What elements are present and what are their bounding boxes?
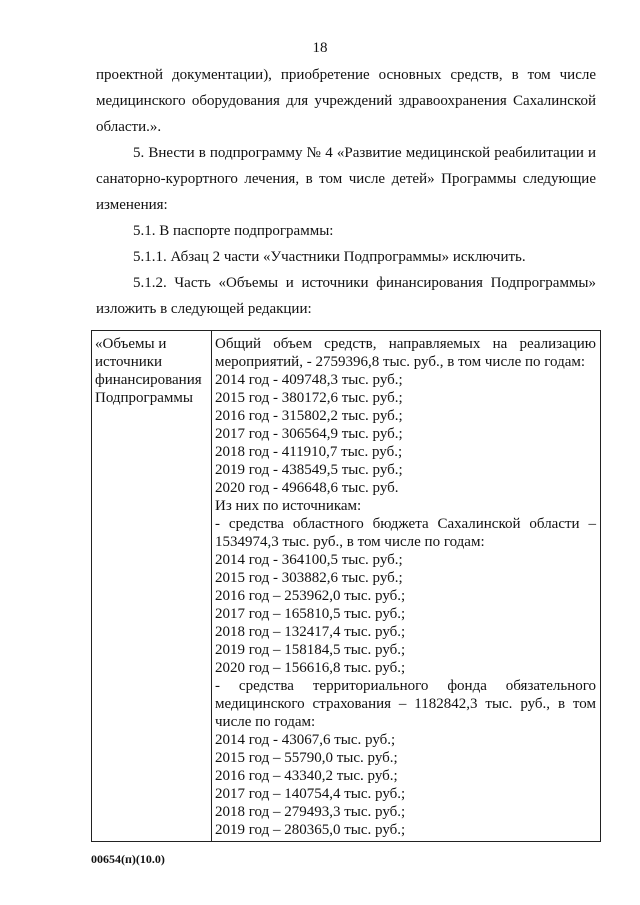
year-line: 2016 год - 315802,2 тыс. руб.; <box>215 408 403 424</box>
paragraph-item-5-1-2: 5.1.2. Часть «Объемы и источники финансирования Подпрограммы» изложить в следующей редакции: <box>96 275 596 317</box>
year-line: 2015 год - 303882,6 тыс. руб.; <box>215 570 403 586</box>
table-row <box>92 331 601 842</box>
paragraph-item-5: 5. Внести в подпрограмму № 4 «Развитие медицинской реабилитации и санаторно-курортного лечения, в том числе детей» Программы следующие изменения: <box>96 145 596 213</box>
paragraph-continuation: проектной документации), приобретение основных средств, в том числе медицинского оборудования для учреждений здравоохранения Сахалинской области.». <box>96 67 596 135</box>
year-line: 2017 год – 165810,5 тыс. руб.; <box>215 606 406 622</box>
table-label-cell: «Объемы и источники финансирования Подпрограммы <box>92 331 212 842</box>
financing-table <box>91 330 601 842</box>
year-line: 2020 год - 496648,6 тыс. руб. <box>215 480 399 496</box>
year-line: 2019 год - 438549,5 тыс. руб.; <box>215 462 403 478</box>
year-line: 2014 год - 409748,3 тыс. руб.; <box>215 372 403 388</box>
year-line: 2019 год – 280365,0 тыс. руб.; <box>215 822 406 838</box>
page-number: 18 <box>312 40 328 56</box>
year-line: 2016 год – 43340,2 тыс. руб.; <box>215 768 398 784</box>
table-content-cell <box>212 331 601 842</box>
regional-budget-text: - средства областного бюджета Сахалинской области – 1534974,3 тыс. руб., в том числе по годам: <box>215 516 596 550</box>
year-line: 2018 год – 279493,3 тыс. руб.; <box>215 804 406 820</box>
paragraph-item-5-1: 5.1. В паспорте подпрограммы: <box>133 223 334 239</box>
year-line: 2016 год – 253962,0 тыс. руб.; <box>215 588 406 604</box>
tfoms-text: - средства территориального фонда обязательного медицинского страхования – 1182842,3 тыс. руб., в том числе по годам: <box>215 678 596 730</box>
year-line: 2015 год – 55790,0 тыс. руб.; <box>215 750 398 766</box>
year-line: 2014 год - 364100,5 тыс. руб.; <box>215 552 403 568</box>
year-line: 2018 год – 132417,4 тыс. руб.; <box>215 624 406 640</box>
year-line: 2017 год – 140754,4 тыс. руб.; <box>215 786 406 802</box>
paragraph-item-5-1-1: 5.1.1. Абзац 2 части «Участники Подпрограммы» исключить. <box>133 249 526 265</box>
document-code: 00654(п)(10.0) <box>91 852 165 866</box>
year-line: 2015 год - 380172,6 тыс. руб.; <box>215 390 403 406</box>
year-line: 2019 год – 158184,5 тыс. руб.; <box>215 642 406 658</box>
year-line: 2020 год – 156616,8 тыс. руб.; <box>215 660 406 676</box>
year-line: 2017 год - 306564,9 тыс. руб.; <box>215 426 403 442</box>
year-line: 2018 год - 411910,7 тыс. руб.; <box>215 444 403 460</box>
sources-heading: Из них по источникам: <box>215 498 362 514</box>
year-line: 2014 год - 43067,6 тыс. руб.; <box>215 732 396 748</box>
total-volume-text: Общий объем средств, направляемых на реализацию мероприятий, - 2759396,8 тыс. руб., в том числе по годам: <box>215 336 596 370</box>
